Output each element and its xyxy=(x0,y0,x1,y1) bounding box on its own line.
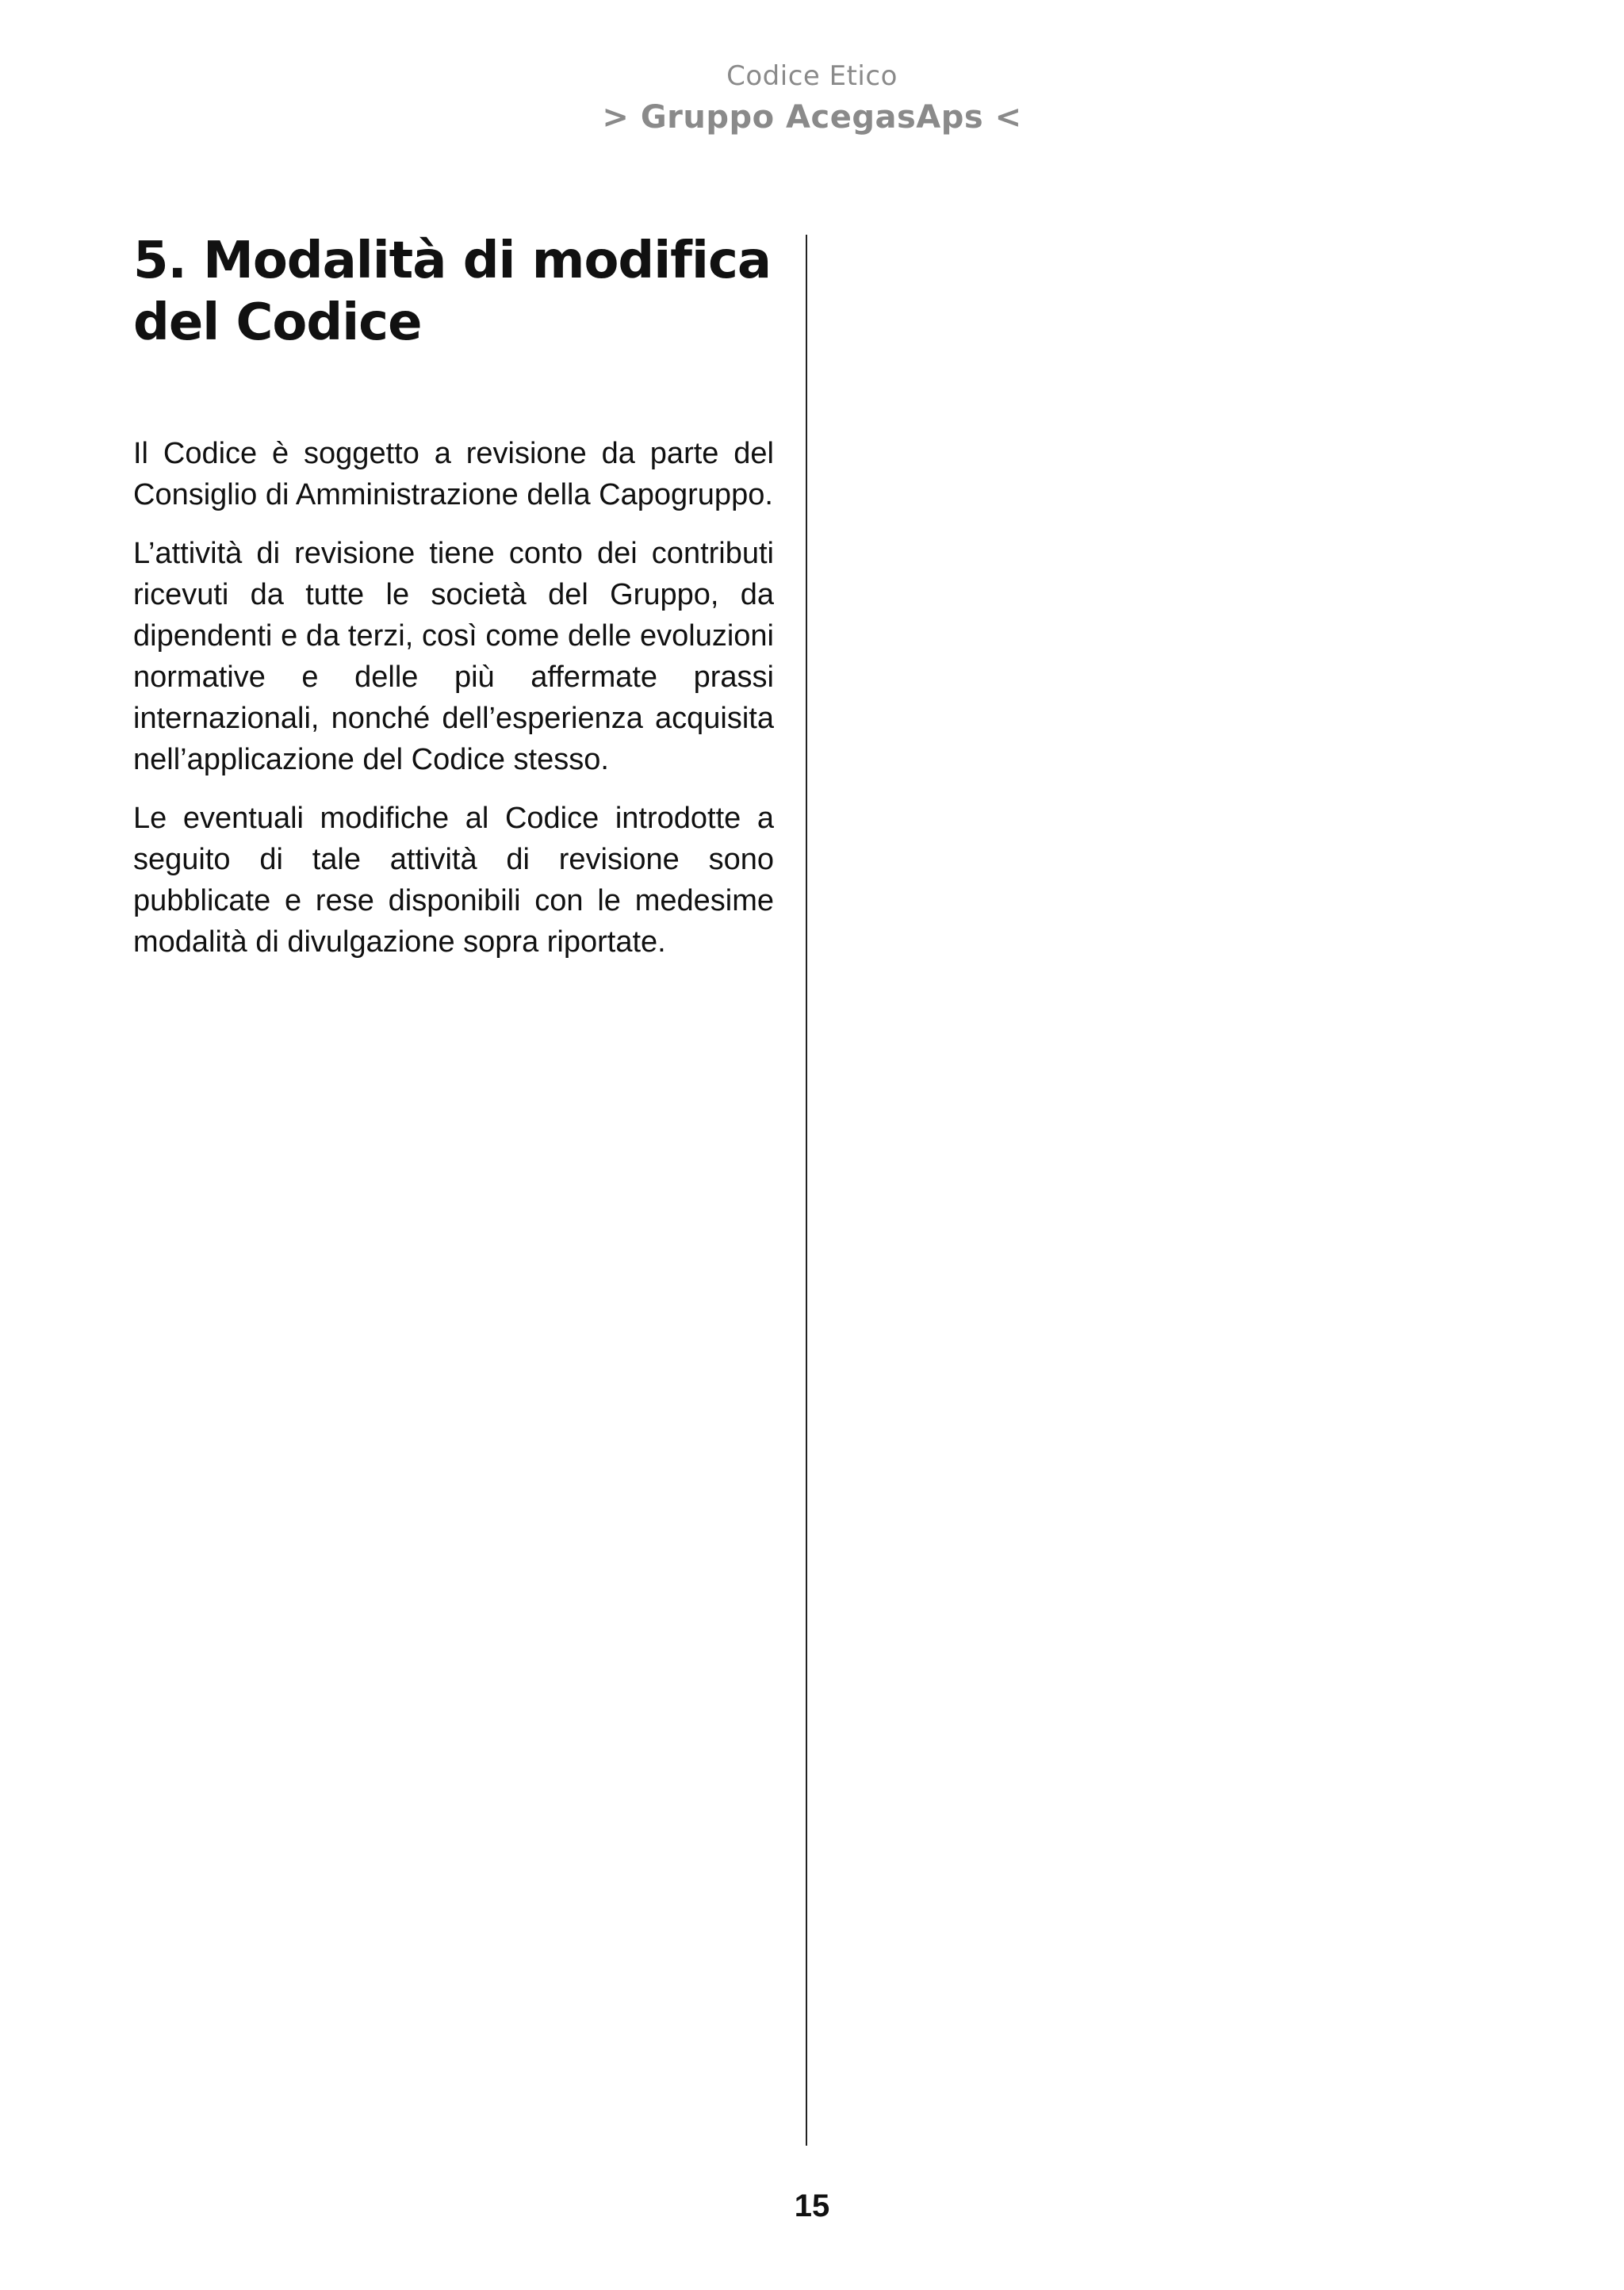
page-number: 15 xyxy=(794,2189,830,2223)
column-divider xyxy=(806,235,807,2146)
paragraph-1: Il Codice è soggetto a revisione da parte del Consiglio di Amministrazione della Capogruppo. xyxy=(133,437,774,511)
page-header xyxy=(0,56,1624,138)
document-title: Codice Etico xyxy=(726,60,898,92)
section-heading: 5. Modalità di modifica del Codice xyxy=(133,232,772,352)
left-column xyxy=(133,230,774,980)
paragraph-2: L’attività di revisione tiene conto dei contributi ricevuti da tutte le società del Gruppo, da dipendenti e da terzi, così come delle evoluzioni normative e delle più affermate prassi internazionali, nonché dell’esperienza acquisita nell’applicazione del Codice stesso. xyxy=(133,537,774,776)
paragraph-3: Le eventuali modifiche al Codice introdotte a seguito di tale attività di revisione sono pubblicate e rese disponibili con le medesime modalità di divulgazione sopra riportate. xyxy=(133,802,774,959)
document-subtitle: > Gruppo AcegasAps < xyxy=(602,99,1022,136)
